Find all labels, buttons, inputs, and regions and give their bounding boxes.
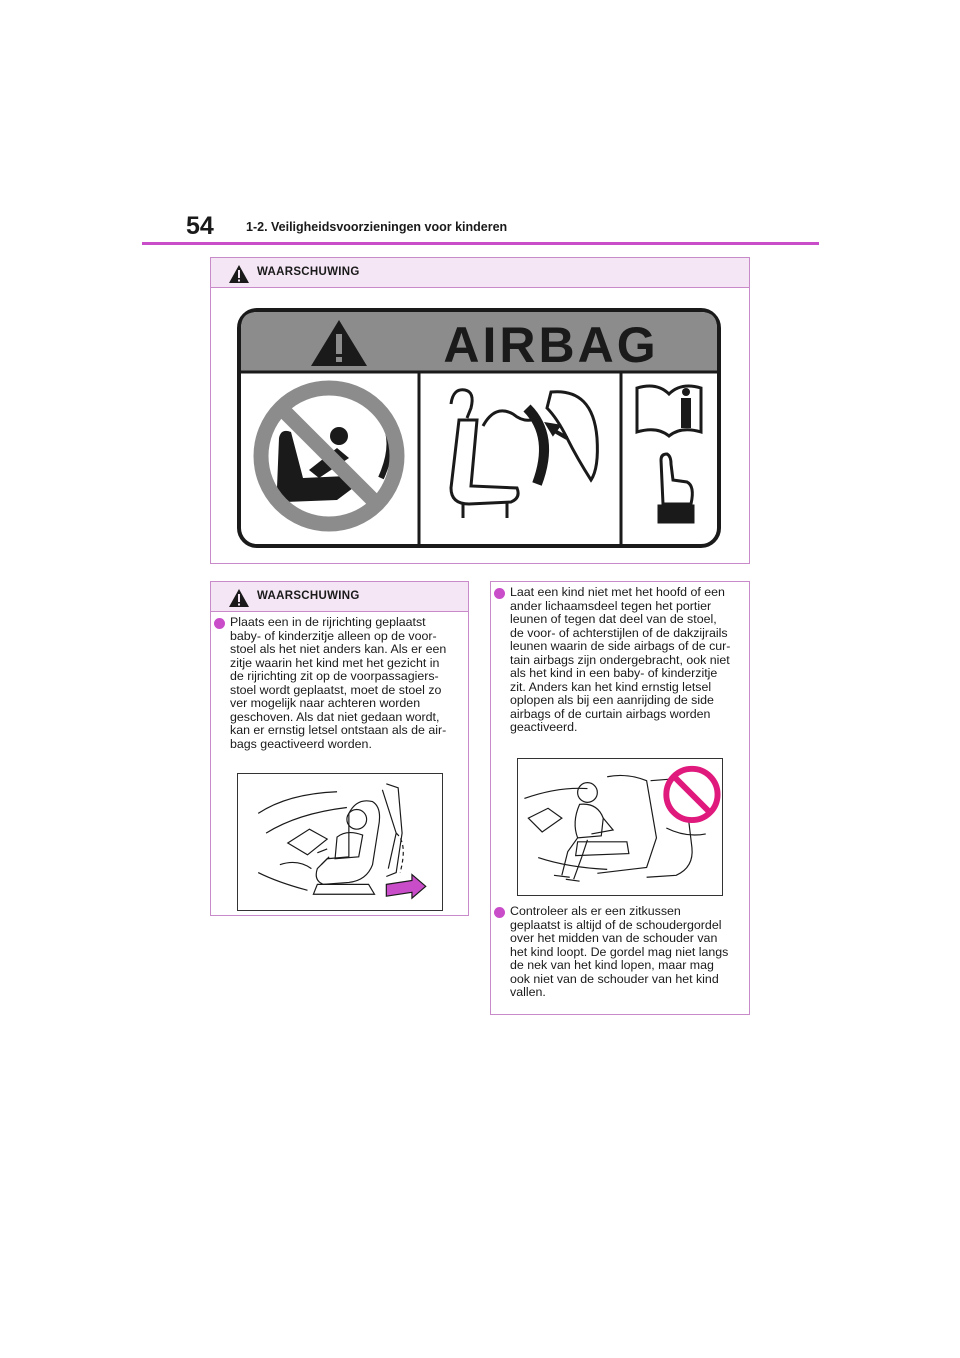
forward-facing-seat-illustration bbox=[237, 773, 443, 911]
bullet-icon bbox=[494, 588, 505, 599]
warning-triangle-icon bbox=[228, 264, 250, 284]
warning-title: WAARSCHUWING bbox=[257, 266, 360, 278]
child-on-booster-illustration bbox=[517, 758, 723, 896]
warning-title: WAARSCHUWING bbox=[257, 590, 360, 602]
airbag-warning-box bbox=[210, 257, 750, 564]
side-airbag-warning-box bbox=[490, 581, 750, 1015]
prohibition-icon bbox=[666, 769, 717, 820]
manual-info-icon bbox=[637, 386, 701, 436]
airbag-warning-label bbox=[237, 308, 721, 548]
warning-header bbox=[211, 582, 468, 612]
forward-seat-warning-box bbox=[210, 581, 469, 916]
header-rule bbox=[142, 242, 819, 245]
bullet-icon bbox=[494, 907, 505, 918]
page-number: 54 bbox=[186, 212, 214, 240]
forward-seat-paragraph: Plaats een in de rijrichting geplaatst baby- of kinderzitje alleen op de voor- stoel als het niet anders kan. Als er een zitje waarin het kind met het gezicht in de rijrichting zit op de voorpassagiers- stoel wordt geplaatst, moet de stoel zo ver mogelijk naar achteren worden geschoven. Als dat niet gedaan wordt, kan er ernstig letsel ontstaan als de air- bags geactiveerd worden. bbox=[230, 615, 447, 751]
warning-header bbox=[211, 258, 749, 288]
booster-cushion-paragraph: Controleer als er een zitkussen geplaatst is altijd of de schoudergordel over het midden van de schouder van het kind loopt. De gordel mag niet langs de nek van het kind lopen, maar mag ook niet van de schouder van het kind vallen. bbox=[510, 904, 729, 999]
warning-triangle-icon bbox=[228, 588, 250, 608]
side-airbag-paragraph: Laat een kind niet met het hoofd of een ander lichaamsdeel tegen het portier leunen of tegen dat deel van de stoel, de voor- of achterstijlen of de dakzijrails leunen waarin de side airbags of de cur- tain airbags zijn ondergebracht, ook niet als het kind in een baby- of kinderzitje zit. Anders kan het kind ernstig letsel oplopen als bij een aanrijding de side airbags of de curtain airbags worden geactiveerd. bbox=[510, 585, 731, 734]
airbag-label-text: AIRBAG bbox=[443, 317, 659, 373]
bullet-icon bbox=[214, 618, 225, 629]
section-title: 1-2. Veiligheidsvoorzieningen voor kinderen bbox=[246, 220, 508, 234]
